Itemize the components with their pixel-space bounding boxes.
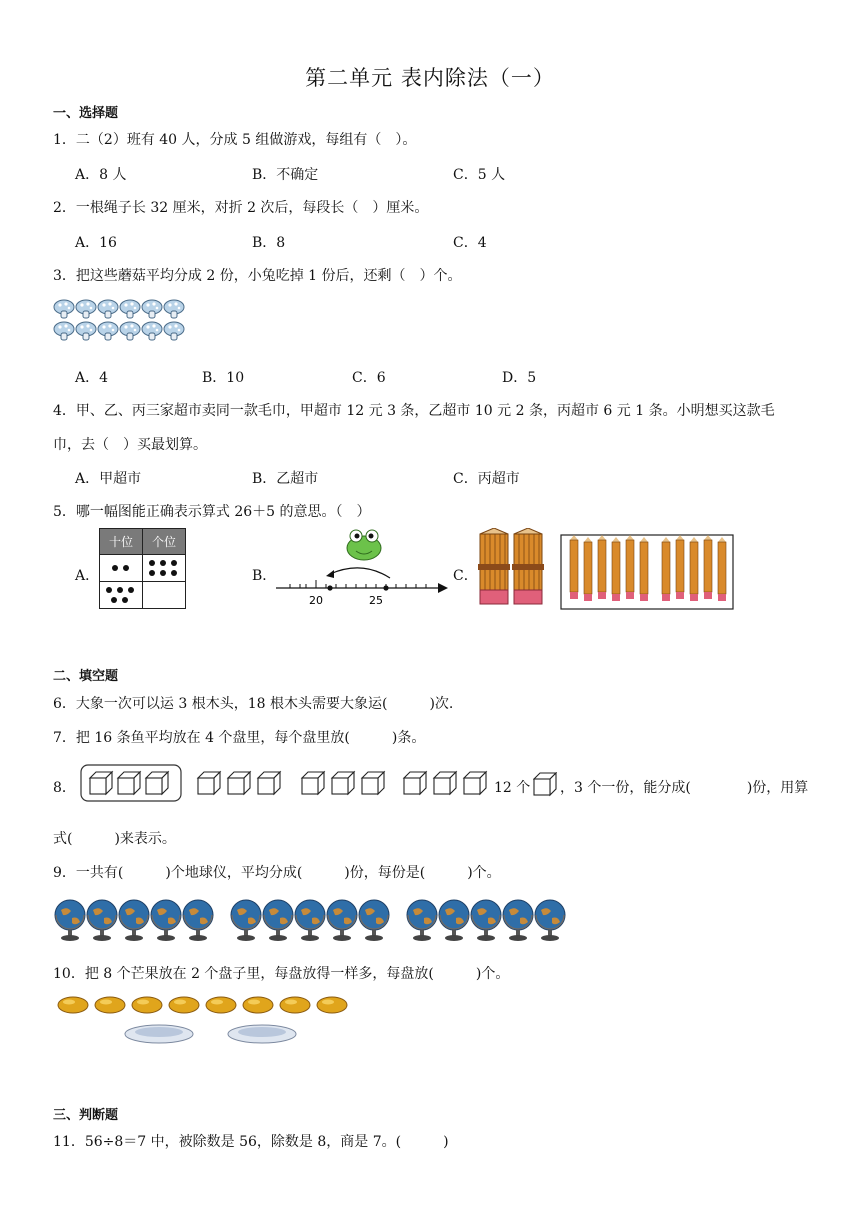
page-title: 第二单元 表内除法（一） [305, 66, 555, 90]
question-9: 9．一共有( )个地球仪，平均分成( )份，每份是( )个。 [53, 865, 501, 881]
q1-option-c[interactable]: C．5 人 [453, 167, 506, 183]
mushroom-icon [98, 322, 118, 340]
pencil-bundles[interactable] [478, 528, 548, 610]
mushroom-illustration [53, 298, 193, 344]
mango-icon [317, 997, 347, 1013]
q5-option-c-label[interactable]: C． [453, 568, 478, 584]
mushroom-row-bottom [54, 322, 184, 340]
mango-icon [58, 997, 88, 1013]
mushroom-row-top [54, 300, 184, 318]
question-8-count: 12 个 [494, 780, 531, 796]
cube-icon [258, 772, 280, 794]
number-line-label-20: 20 [309, 594, 323, 607]
pencil-icon [718, 537, 726, 601]
frog-icon [347, 530, 381, 560]
counter-dot [106, 587, 112, 593]
globe-icon [327, 900, 357, 941]
globe-icon [231, 900, 261, 941]
question-8-tail: ，3 个一份，能分成( )份，用算 [560, 780, 809, 796]
loose-pencils-box[interactable] [560, 534, 734, 610]
counter-dot [149, 560, 155, 566]
question-7: 7．把 16 条鱼平均放在 4 个盘里，每个盘里放( )条。 [53, 730, 426, 746]
section-heading-fill: 二、填空题 [53, 669, 119, 684]
globe-icon [503, 900, 533, 941]
q4-option-a[interactable]: A．甲超市 [75, 471, 142, 487]
globe-icon [119, 900, 149, 941]
mushroom-icon [76, 322, 96, 340]
question-8-line2: 式( )来表示。 [53, 831, 176, 847]
q1-option-a[interactable]: A．8 人 [75, 167, 127, 183]
pencil-bundle-icon [478, 528, 510, 604]
question-1: 1．二（2）班有 40 人，分成 5 组做游戏，每组有（ ）。 [53, 132, 417, 148]
q3-option-a[interactable]: A．4 [75, 370, 109, 386]
cube-icon [533, 772, 557, 798]
counter-dot [160, 570, 166, 576]
mushroom-icon [120, 300, 140, 318]
q4-option-c[interactable]: C．丙超市 [453, 471, 520, 487]
cube-icon [90, 772, 112, 794]
globe-icon [151, 900, 181, 941]
counter-dot [111, 597, 117, 603]
mango-row [58, 997, 347, 1013]
number-line-arrow [438, 583, 448, 593]
mango-icon [206, 997, 236, 1013]
cube-icon [146, 772, 168, 794]
question-2: 2．一根绳子长 32 厘米，对折 2 次后，每段长（ ）厘米。 [53, 200, 429, 216]
pencil-icon [626, 535, 634, 599]
cube-icon [302, 772, 324, 794]
q5-option-b-label[interactable]: B． [252, 568, 277, 584]
pencil-icon [640, 537, 648, 601]
counter-dot [160, 560, 166, 566]
number-line-label-25: 25 [369, 594, 383, 607]
mushroom-icon [164, 322, 184, 340]
q4-option-b[interactable]: B．乙超市 [252, 471, 319, 487]
counter-dot [171, 570, 177, 576]
q5-option-a-label[interactable]: A． [75, 568, 100, 584]
mango-icon [132, 997, 162, 1013]
question-10: 10．把 8 个芒果放在 2 个盘子里，每盘放得一样多，每盘放( )个。 [53, 966, 510, 982]
pencil-icon [676, 535, 684, 599]
globe-icon [263, 900, 293, 941]
cube-icon [434, 772, 456, 794]
place-value-table[interactable] [99, 528, 187, 610]
cube-icon [198, 772, 220, 794]
number-line-point [327, 585, 332, 590]
counter-dot [123, 565, 129, 571]
mango-icon [280, 997, 310, 1013]
mushroom-icon [142, 322, 162, 340]
q3-option-b[interactable]: B．10 [202, 370, 245, 386]
pencil-icon [662, 537, 670, 601]
pencil-icon [612, 537, 620, 601]
mushroom-icon [120, 322, 140, 340]
globe-group-1 [55, 900, 213, 941]
section-heading-judge: 三、判断题 [53, 1108, 119, 1123]
cube-icon [362, 772, 384, 794]
q2-option-a[interactable]: A．16 [75, 235, 117, 251]
plate-icon [125, 1025, 193, 1043]
q3-option-d[interactable]: D．5 [502, 370, 537, 386]
globe-icon [87, 900, 117, 941]
q2-option-c[interactable]: C．4 [453, 235, 487, 251]
question-11: 11．56÷8＝7 中，被除数是 56，除数是 8，商是 7。( ) [53, 1134, 449, 1150]
globe-icon [183, 900, 213, 941]
globe-icon [55, 900, 85, 941]
question-6: 6．大象一次可以运 3 根木头，18 根木头需要大象运( )次. [53, 696, 454, 712]
mushroom-icon [164, 300, 184, 318]
cube-icon [332, 772, 354, 794]
pencil-icon [690, 537, 698, 601]
counter-dot [149, 570, 155, 576]
pencil-icon [598, 535, 606, 599]
mushroom-icon [142, 300, 162, 318]
mushroom-icon [76, 300, 96, 318]
mango-plates-illustration [56, 994, 356, 1050]
pencil-icon [570, 535, 578, 599]
cube-icon [464, 772, 486, 794]
q3-option-c[interactable]: C．6 [352, 370, 386, 386]
section-heading-choice: 一、选择题 [53, 106, 119, 121]
globe-groups [53, 896, 567, 942]
table-header-tens: 十位 [108, 535, 134, 549]
number-line-point [383, 585, 388, 590]
q2-option-b[interactable]: B．8 [252, 235, 286, 251]
question-4-line2: 巾，去（ ）买最划算。 [53, 437, 207, 453]
number-line-with-frog[interactable] [272, 526, 452, 612]
globe-icon [407, 900, 437, 941]
globe-group-2 [231, 900, 389, 941]
cube-icon [228, 772, 250, 794]
pencil-icon [584, 537, 592, 601]
counter-dot [122, 597, 128, 603]
table-header-ones: 个位 [151, 535, 177, 549]
globe-icon [295, 900, 325, 941]
mushroom-icon [54, 300, 74, 318]
jump-arrowhead [326, 570, 334, 578]
number-line-ticks [290, 580, 426, 588]
mango-icon [95, 997, 125, 1013]
counter-dot [112, 565, 118, 571]
cube-groups [80, 764, 492, 804]
pencil-icon [704, 535, 712, 599]
counter-dot [171, 560, 177, 566]
question-8-number: 8． [53, 780, 76, 796]
globe-icon [471, 900, 501, 941]
globe-icon [535, 900, 565, 941]
mushroom-icon [98, 300, 118, 318]
mushroom-icon [54, 322, 74, 340]
jump-arc [330, 568, 390, 578]
question-3: 3．把这些蘑菇平均分成 2 份，小兔吃掉 1 份后，还剩（ ）个。 [53, 268, 462, 284]
cube-icon [118, 772, 140, 794]
mango-icon [243, 997, 273, 1013]
counter-dot [117, 587, 123, 593]
globe-icon [359, 900, 389, 941]
cube-icon [404, 772, 426, 794]
counter-dot [128, 587, 134, 593]
pencil-bundle-icon [512, 528, 544, 604]
globe-icon [439, 900, 469, 941]
mango-icon [169, 997, 199, 1013]
question-4-line1: 4．甲、乙、丙三家超市卖同一款毛巾，甲超市 12 元 3 条，乙超市 10 元 2 条，丙超市 6 元 1 条。小明想买这款毛 [53, 403, 775, 419]
globe-group-3 [407, 900, 565, 941]
q1-option-b[interactable]: B．不确定 [252, 167, 319, 183]
question-5: 5．哪一幅图能正确表示算式 26＋5 的意思。（ ） [53, 504, 371, 520]
plate-icon [228, 1025, 296, 1043]
